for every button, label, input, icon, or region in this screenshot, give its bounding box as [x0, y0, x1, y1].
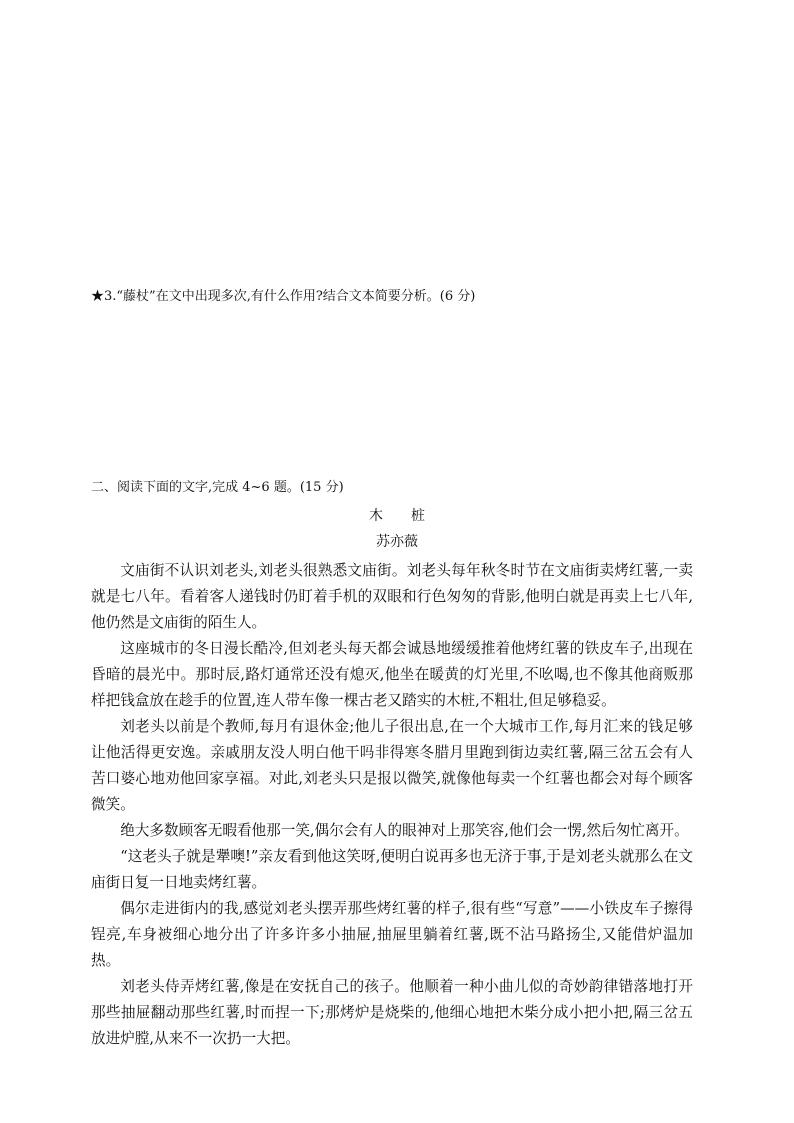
paragraph: “这老头子就是犟噢!”亲友看到他这笑呀,便明白说再多也无济于事,于是刘老头就那么在文庙街日复一日地卖烤红薯。 [91, 848, 693, 891]
paragraph: 绝大多数顾客无暇看他那一笑,偶尔会有人的眼神对上那笑容,他们会一愣,然后匆忙离开。 [120, 822, 689, 839]
paragraph: 这座城市的冬日漫长酷冷,但刘老头每天都会诚恳地缓缓推着他烤红薯的铁皮车子,出现在昏暗的晨光中。那时辰,路灯通常还没有熄灭,他坐在暖黄的灯光里,不吆喝,也不像其他商贩那样把钱盒放在趁手的位置,连人带车像一棵古老又踏实的木桩,不粗壮,但足够稳妥。 [91, 640, 693, 709]
article-title [0, 506, 794, 526]
paragraph: 刘老头以前是个教师,每月有退休金;他儿子很出息,在一个大城市工作,每月汇来的钱足够让他活得更安逸。亲戚朋友没人明白他干吗非得寒冬腊月里跑到街边卖红薯,隔三岔五会有人苦口婆心地劝他回家享福。对此,刘老头只是报以微笑,就像他每卖一个红薯也都会对每个顾客微笑。 [91, 718, 693, 813]
section-2-instruction: 二、阅读下面的文字,完成 4~6 题。(15 分) [91, 480, 344, 495]
paragraph: 刘老头侍弄烤红薯,像是在安抚自己的孩子。他顺着一种小曲儿似的奇妙韵律错落地打开那些抽屉翻动那些红薯,时而捏一下;那烤炉是烧柴的,他细心地把木柴分成小把小把,隔三岔五放进炉膛,从来不一次扔一大把。 [91, 978, 693, 1047]
article-title-part2: 桩 [411, 508, 425, 524]
paragraph: 文庙街不认识刘老头,刘老头很熟悉文庙街。刘老头每年秋冬时节在文庙街卖烤红薯,一卖就是七八年。看着客人递钱时仍盯着手机的双眼和行色匆匆的背影,他明白就是再卖上七八年,他仍然是文庙街的陌生人。 [91, 562, 693, 631]
question-3: ★3.“藤杖”在文中出现多次,有什么作用?结合文本简要分析。(6 分) [91, 289, 476, 304]
article-author: 苏亦薇 [376, 534, 418, 550]
article-title-part1: 木 [369, 508, 383, 524]
paragraph: 偶尔走进街内的我,感觉刘老头摆弄那些烤红薯的样子,很有些“写意”——小铁皮车子擦得锃亮,车身被细心地分出了许多许多小抽屉,抽屉里躺着红薯,既不沾马路扬尘,又能借炉温加热。 [91, 900, 693, 969]
article-body [91, 558, 693, 1052]
